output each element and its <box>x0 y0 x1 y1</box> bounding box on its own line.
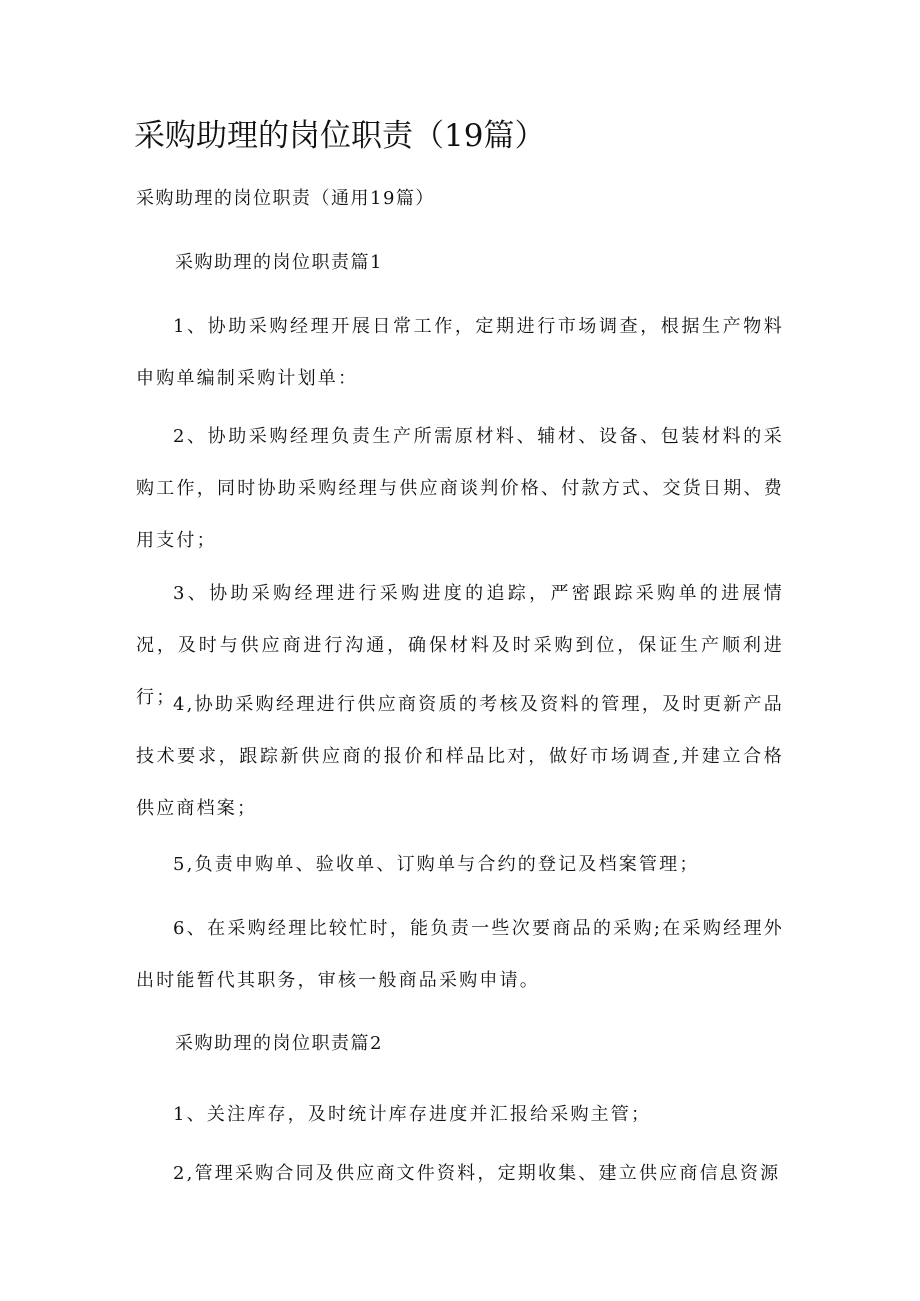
section-heading-1: 采购助理的岗位职责篇1 <box>175 252 383 273</box>
section-1-item-2: 2、协助采购经理负责生产所需原材料、辅材、设备、包装材料的采购工作，同时协助采购经理与供应商谈判价格、付款方式、交货日期、费用支付； <box>136 426 784 551</box>
document-subtitle: 采购助理的岗位职责（通用19篇） <box>136 188 435 209</box>
section-1-item-6: 6、在采购经理比较忙时，能负责一些次要商品的采购;在采购经理外出时能暂代其职务，审核一般商品采购申请。 <box>136 918 784 991</box>
section-2-item-2: 2,管理采购合同及供应商文件资料，定期收集、建立供应商信息资源 <box>173 1163 781 1184</box>
section-1-item-1: 1、协助采购经理开展日常工作，定期进行市场调查，根据生产物料申购单编制采购计划单： <box>136 316 784 389</box>
document-title: 采购助理的岗位职责（19篇） <box>134 118 546 154</box>
section-1-item-3: 3、协助采购经理进行采购进度的追踪，严密跟踪采购单的进展情况，及时与供应商进行沟通，确保材料及时采购到位，保证生产顺利进行； <box>136 583 784 708</box>
section-2-item-1: 1、关注库存，及时统计库存进度并汇报给采购主管； <box>173 1104 652 1125</box>
section-heading-2: 采购助理的岗位职责篇2 <box>175 1033 383 1054</box>
section-1-item-5: 5,负责申购单、验收单、订购单与合约的登记及档案管理； <box>173 854 700 875</box>
section-1-item-4: 4,协助采购经理进行供应商资质的考核及资料的管理，及时更新产品技术要求，跟踪新供应商的报价和样品比对，做好市场调查,并建立合格供应商档案； <box>136 694 784 819</box>
